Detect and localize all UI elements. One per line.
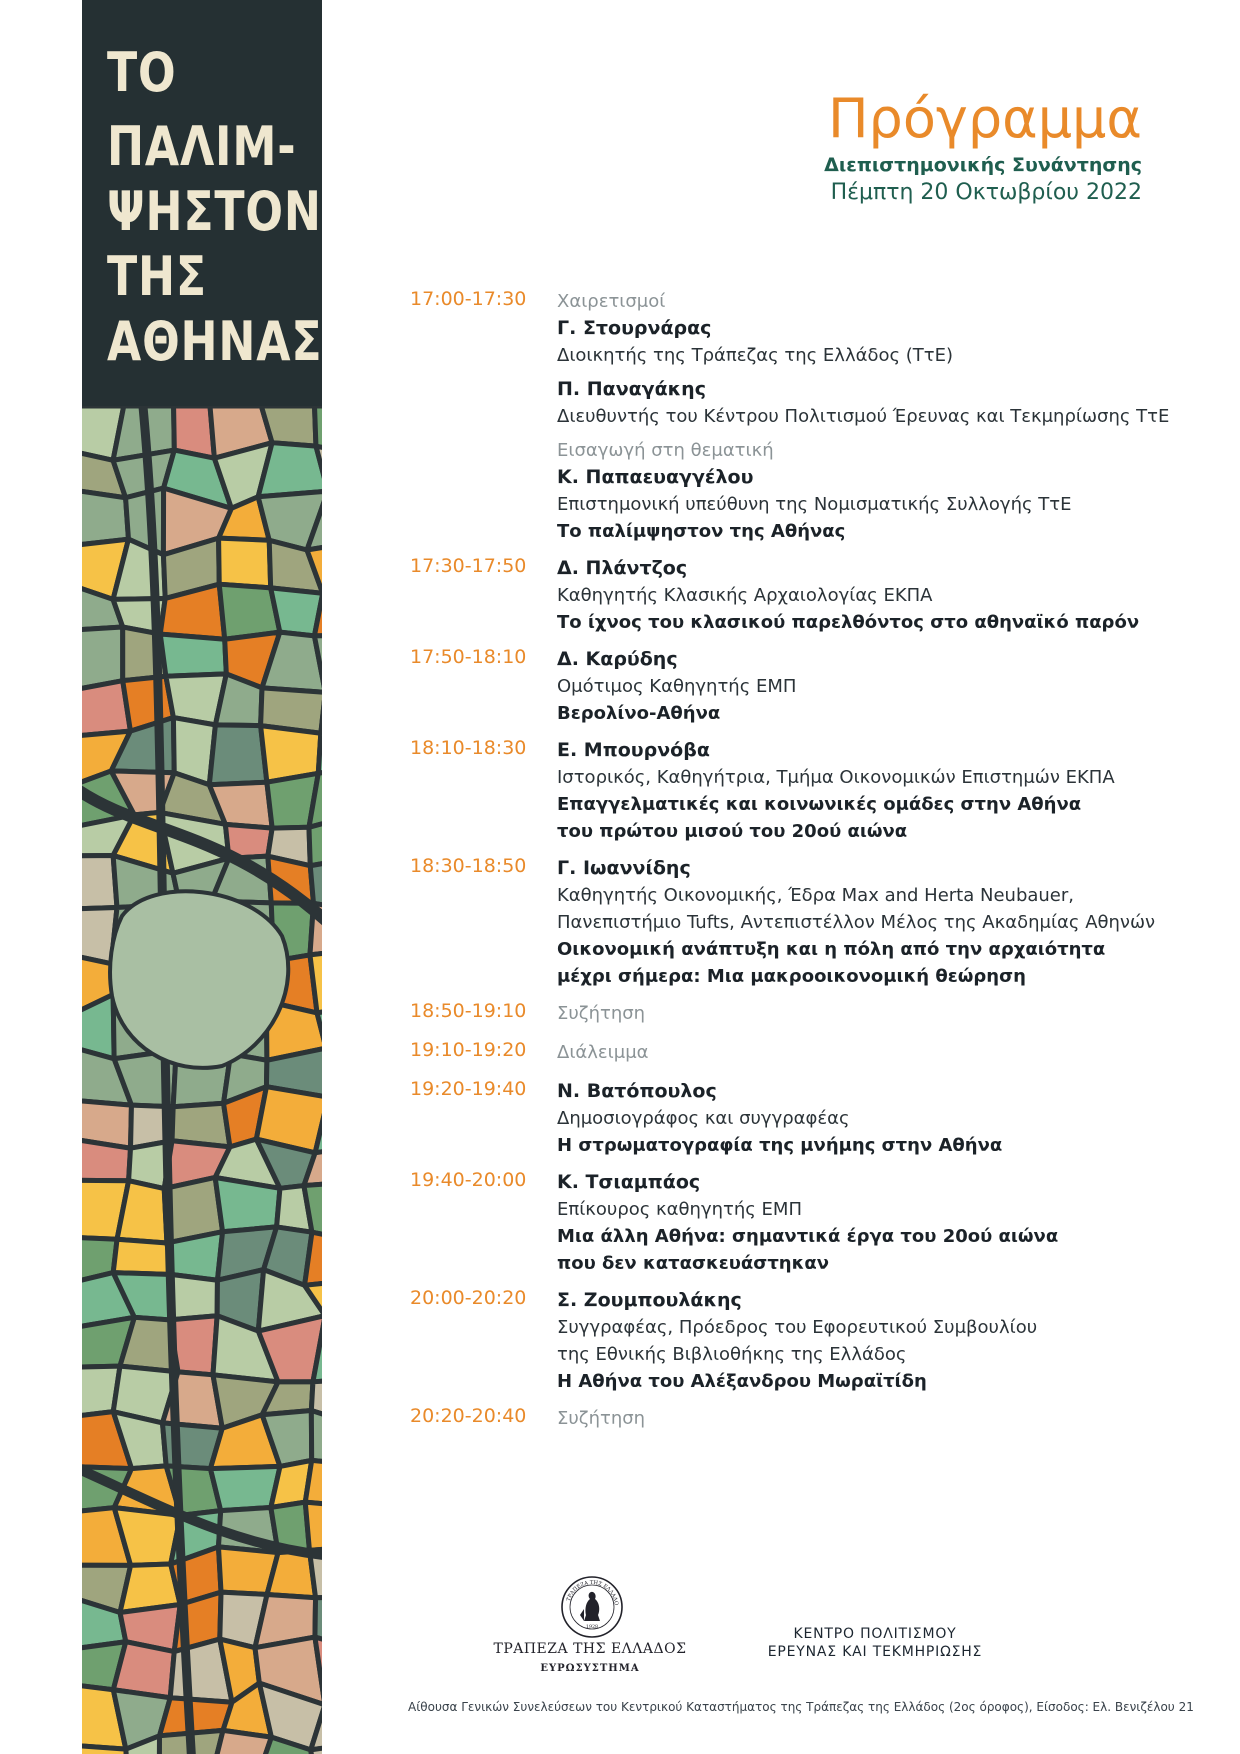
slot-time: 20:20-20:40	[410, 1405, 527, 1427]
talk-title: μέχρι σήμερα: Μια μακροοικονομική θεώρηση	[557, 966, 1026, 987]
page-title: Πρόγραμμα	[827, 87, 1142, 150]
slot-time: 17:00-17:30	[410, 288, 527, 310]
event-title-line-3: ΨΗΣΤΟΝ	[107, 180, 322, 243]
speaker-name: Κ. Τσιαμπάος	[557, 1171, 701, 1193]
programme-slot	[410, 288, 1170, 545]
slot-label: Χαιρετισμοί	[557, 291, 666, 312]
mosaic-tile	[215, 1177, 280, 1231]
page-subtitle: Διεπιστημονικής Συνάντησης	[824, 154, 1142, 177]
speaker-role: Επιστημονική υπεύθυνη της Νομισματικής Συλλογής ΤτΕ	[557, 494, 1072, 515]
talk-title: Επαγγελματικές και κοινωνικές ομάδες στην Αθήνα	[557, 794, 1082, 815]
programme-slot	[410, 1287, 1150, 1395]
slot-time: 17:50-18:10	[410, 646, 527, 668]
slot-time: 20:00-20:20	[410, 1287, 527, 1309]
event-date: Πέμπτη 20 Οκτωβρίου 2022	[830, 180, 1142, 206]
speaker-role: Καθηγητής Οικονομικής, Έδρα Max and Herta Neubauer,	[557, 885, 1074, 906]
programme-slot	[410, 1000, 1150, 1027]
speaker-name: Ν. Βατόπουλος	[557, 1080, 717, 1102]
centre-line-1: ΚΕΝΤΡΟ ΠΟΛΙΤΙΣΜΟΥ	[793, 1626, 957, 1642]
mosaic-tile	[82, 1746, 129, 1754]
speaker-role: Ιστορικός, Καθηγήτρια, Τμήμα Οικονομικών Επιστημών ΕΚΠΑ	[557, 767, 1115, 788]
event-title-line-5: ΑΘΗΝΑΣ	[107, 310, 322, 373]
mosaic-tile	[113, 1239, 171, 1274]
speaker-name: Δ. Πλάντζος	[557, 557, 688, 579]
seal-inscription: ΤΡΑΠΕΖΑ ΤΗΣ ΕΛΛΑΔΟ	[565, 1579, 620, 1606]
mosaic-tile	[258, 443, 322, 497]
speaker-name: Δ. Καρύδης	[557, 648, 678, 670]
talk-title: που δεν κατασκευάστηκαν	[557, 1253, 830, 1274]
talk-title: Μια άλλη Αθήνα: σημαντικά έργα του 20ού αιώνα	[557, 1226, 1059, 1247]
mosaic-tile	[209, 725, 267, 785]
mosaic-sidebar	[82, 0, 322, 1754]
programme-slot	[410, 1169, 1150, 1277]
speaker-role: Διοικητής της Τράπεζας της Ελλάδος (ΤτΕ)	[557, 345, 954, 366]
talk-title: Οικονομική ανάπτυξη και η πόλη από την αρχαιότητα	[557, 939, 1106, 960]
programme-slot	[410, 1405, 1150, 1432]
mosaic-tile	[219, 538, 271, 588]
speaker-role: Επίκουρος καθηγητής ΕΜΠ	[557, 1199, 802, 1220]
slot-time: 18:30-18:50	[410, 855, 527, 877]
speaker-role: Πανεπιστήμιο Tufts, Αντεπιστέλλον Μέλος της Ακαδημίας Αθηνών	[557, 912, 1156, 933]
programme-schedule	[410, 288, 1170, 1442]
speaker-role: Καθηγητής Κλασικής Αρχαιολογίας ΕΚΠΑ	[557, 585, 933, 606]
slot-label: Συζήτηση	[557, 1003, 646, 1024]
talk-title: Η στρωματογραφία της μνήμης στην Αθήνα	[557, 1135, 1003, 1156]
slot-label: Διάλειμμα	[557, 1042, 649, 1063]
event-title-line-1: ΤΟ	[107, 41, 177, 104]
programme-heading	[824, 88, 1142, 205]
centre-line-2: ΕΡΕΥΝΑΣ ΚΑΙ ΤΕΚΜΗΡΙΩΣΗΣ	[767, 1644, 983, 1660]
mosaic-tile	[170, 1275, 218, 1320]
slot-time: 19:20-19:40	[410, 1078, 527, 1100]
speaker-role: Ομότιμος Καθηγητής ΕΜΠ	[557, 676, 797, 697]
bank-name: ΤΡΑΠΕΖΑ ΤΗΣ ΕΛΛΑΔΟΣ	[493, 1641, 687, 1657]
slot-label: Συζήτηση	[557, 1408, 646, 1429]
programme-slot	[410, 737, 1150, 845]
slot-time: 18:50-19:10	[410, 1000, 527, 1022]
venue-footer: Αίθουσα Γενικών Συνελεύσεων του Κεντρικού Καταστήματος της Τράπεζας της Ελλάδος (2ος όροφος), Είσοδος: Ελ. Βενιζέλου 21	[408, 1700, 1194, 1714]
mosaic-tile	[82, 490, 128, 545]
stained-glass-map-illustration	[82, 406, 322, 1754]
mosaic-tile	[160, 634, 226, 676]
event-title-line-4: ΤΗΣ	[107, 245, 207, 308]
speaker-name: Γ. Ιωαννίδης	[557, 857, 691, 879]
speaker-name: Σ. Ζουμπουλάκης	[557, 1289, 742, 1311]
mosaic-tile	[305, 1502, 322, 1550]
slot-time: 17:30-17:50	[410, 555, 527, 577]
slot-time: 19:40-20:00	[410, 1169, 527, 1191]
research-centre-logo	[750, 1625, 1000, 1661]
talk-title: Το ίχνος του κλασικού παρελθόντος στο αθηναϊκό παρόν	[557, 612, 1140, 633]
programme-slot	[410, 1078, 1150, 1159]
seal-year: 1928	[585, 1625, 599, 1630]
programme-slot	[410, 1039, 1150, 1066]
slot-time: 19:10-19:20	[410, 1039, 527, 1061]
mosaic-tile	[82, 1140, 131, 1181]
talk-title: Βερολίνο-Αθήνα	[557, 703, 721, 724]
programme-slot	[410, 855, 1156, 990]
speaker-name: Ε. Μπουρνόβα	[557, 739, 710, 761]
bank-of-greece-seal-icon	[560, 1575, 624, 1639]
talk-title: Η Αθήνα του Αλέξανδρου Μωραϊτίδη	[557, 1371, 927, 1392]
mosaic-tile	[311, 1411, 322, 1466]
talk-title: του πρώτου μισού του 20ού αιώνα	[557, 821, 908, 842]
event-title-line-2: ΠΑΛΙΜ-	[107, 115, 297, 178]
speaker-role: Δημοσιογράφος και συγγραφέας	[557, 1108, 850, 1129]
programme-slot	[410, 646, 1150, 727]
speaker-role: της Εθνικής Βιβλιοθήκης της Ελλάδος	[557, 1344, 907, 1365]
organiser-logos	[480, 1575, 1120, 1685]
speaker-role: Συγγραφέας, Πρόεδρος του Εφορευτικού Συμβουλίου	[557, 1317, 1038, 1338]
speaker-name: Π. Παναγάκης	[557, 378, 706, 400]
slot-label: Εισαγωγή στη θεματική	[557, 440, 774, 461]
speaker-name: Γ. Στουρνάρας	[557, 317, 712, 339]
slot-time: 18:10-18:30	[410, 737, 527, 759]
mosaic-tile	[117, 1181, 167, 1243]
speaker-name: Κ. Παπαευαγγέλου	[557, 466, 754, 488]
event-title-block	[82, 0, 322, 406]
talk-title: Το παλίμψηστον της Αθήνας	[557, 521, 846, 542]
mosaic-tile	[261, 406, 316, 446]
programme-slot	[410, 555, 1150, 636]
speaker-role: Διευθυντής του Κέντρου Πολιτισμού Έρευνας και Τεκμηρίωσης ΤτΕ	[557, 406, 1170, 427]
bank-subtitle: ΕΥΡΩΣΥΣΤΗΜΑ	[540, 1663, 640, 1674]
